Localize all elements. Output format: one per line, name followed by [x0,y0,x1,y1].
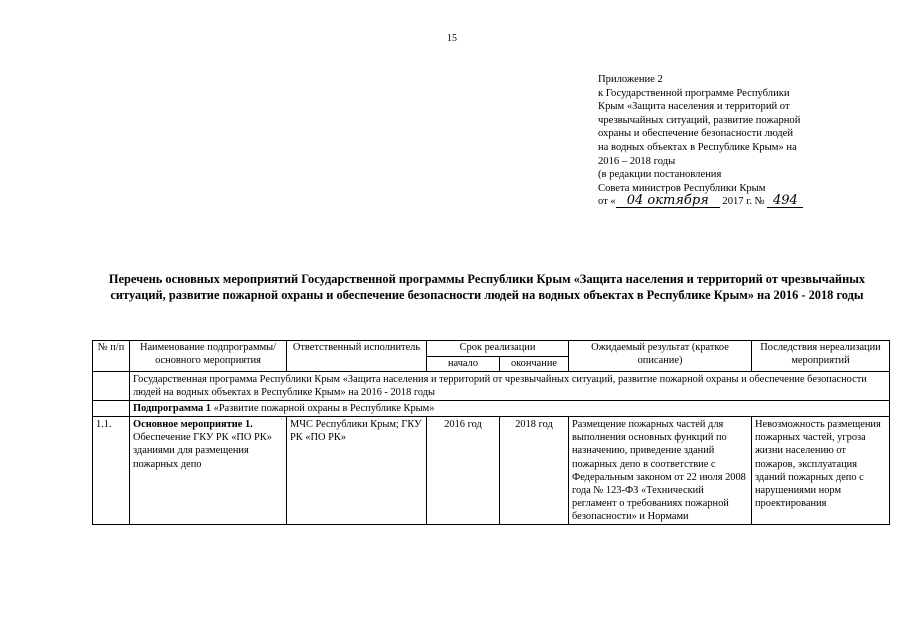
header-name: Наименование подпрограммы/ основного мероприятия [130,341,287,372]
subprogram-cell [130,401,890,417]
appendix-line: Крым «Защита населения и территорий от [598,101,790,113]
appendix-line: к Государственной программе Республики [598,87,790,99]
appendix-line: Совета министров Республики Крым [598,182,766,194]
row-name-rest: Обеспечение ГКУ РК «ПО РК» зданиями для размещения пожарных депо [133,432,272,470]
row-result: Размещение пожарных частей для выполнения основных функций по назначению, приведение зданий пожарных депо в соответствие с Федеральным законом от 22 июля 2008 года № 123-ФЗ «Технический регламент о требованиях пожарной безопасности» и Нормами [569,417,752,525]
handwritten-date: 04 октября [616,195,720,208]
appendix-line: Приложение 2 [598,74,663,85]
row-end: 2018 год [500,417,569,525]
program-row [93,372,890,401]
header-consequences: Последствия нереализации мероприятий [752,341,890,372]
appendix-line: на водных объектах в Республике Крым» на [598,141,797,153]
appendix-line: охраны и обеспечение безопасности людей [598,128,794,140]
subprogram-text: «Развитие пожарной охраны в Республике Крым» [213,403,435,415]
appendix-line: 2016 – 2018 годы [598,155,676,167]
row-responsible: МЧС Республики Крым; ГКУ РК «ПО РК» [287,417,427,525]
appendix-date-line [598,195,893,209]
subprogram-num-cell [93,401,130,417]
date-suffix: 2017 г. № [722,196,765,208]
handwritten-number: 494 [767,195,803,208]
header-row [93,341,890,357]
header-result: Ожидаемый результат (краткое описание) [569,341,752,372]
header-start: начало [427,356,500,372]
header-num: № п/п [93,341,130,372]
row-name-bold: Основное мероприятие 1. [133,419,253,431]
table-row [93,417,890,525]
program-cell: Государственная программа Республики Крым «Защита населения и территорий от чрезвычайных ситуаций, развитие пожарной охраны и обеспечение безопасности людей на водных объектах в Республике Крым» на 2016 - 2018 годы [130,372,890,401]
subprogram-row [93,401,890,417]
row-num: 1.1. [93,417,130,525]
row-consequences: Невозможность размещения пожарных частей, угроза жизни населению от пожаров, эксплуатация зданий пожарных депо с нарушениями норм проектирования [752,417,890,525]
appendix-block [598,73,893,209]
row-name [130,417,287,525]
appendix-line: (в редакции постановления [598,169,722,181]
page-number: 15 [447,33,457,44]
date-prefix: от « [598,196,616,208]
program-num-cell [93,372,130,401]
measures-table [92,340,890,525]
header-period: Срок реализации [427,341,569,357]
header-end: окончание [500,356,569,372]
subprogram-label: Подпрограмма 1 [133,403,211,415]
header-responsible: Ответственный исполнитель [287,341,427,372]
appendix-line: чрезвычайных ситуаций, развитие пожарной [598,114,801,126]
document-title: Перечень основных мероприятий Государственной программы Республики Крым «Защита населения и территорий от чрезвычайных ситуаций, развитие пожарной охраны и обеспечение безопасности людей на водных объектах в Республике Крым» на 2016 - 2018 годы [108,272,866,302]
row-start: 2016 год [427,417,500,525]
